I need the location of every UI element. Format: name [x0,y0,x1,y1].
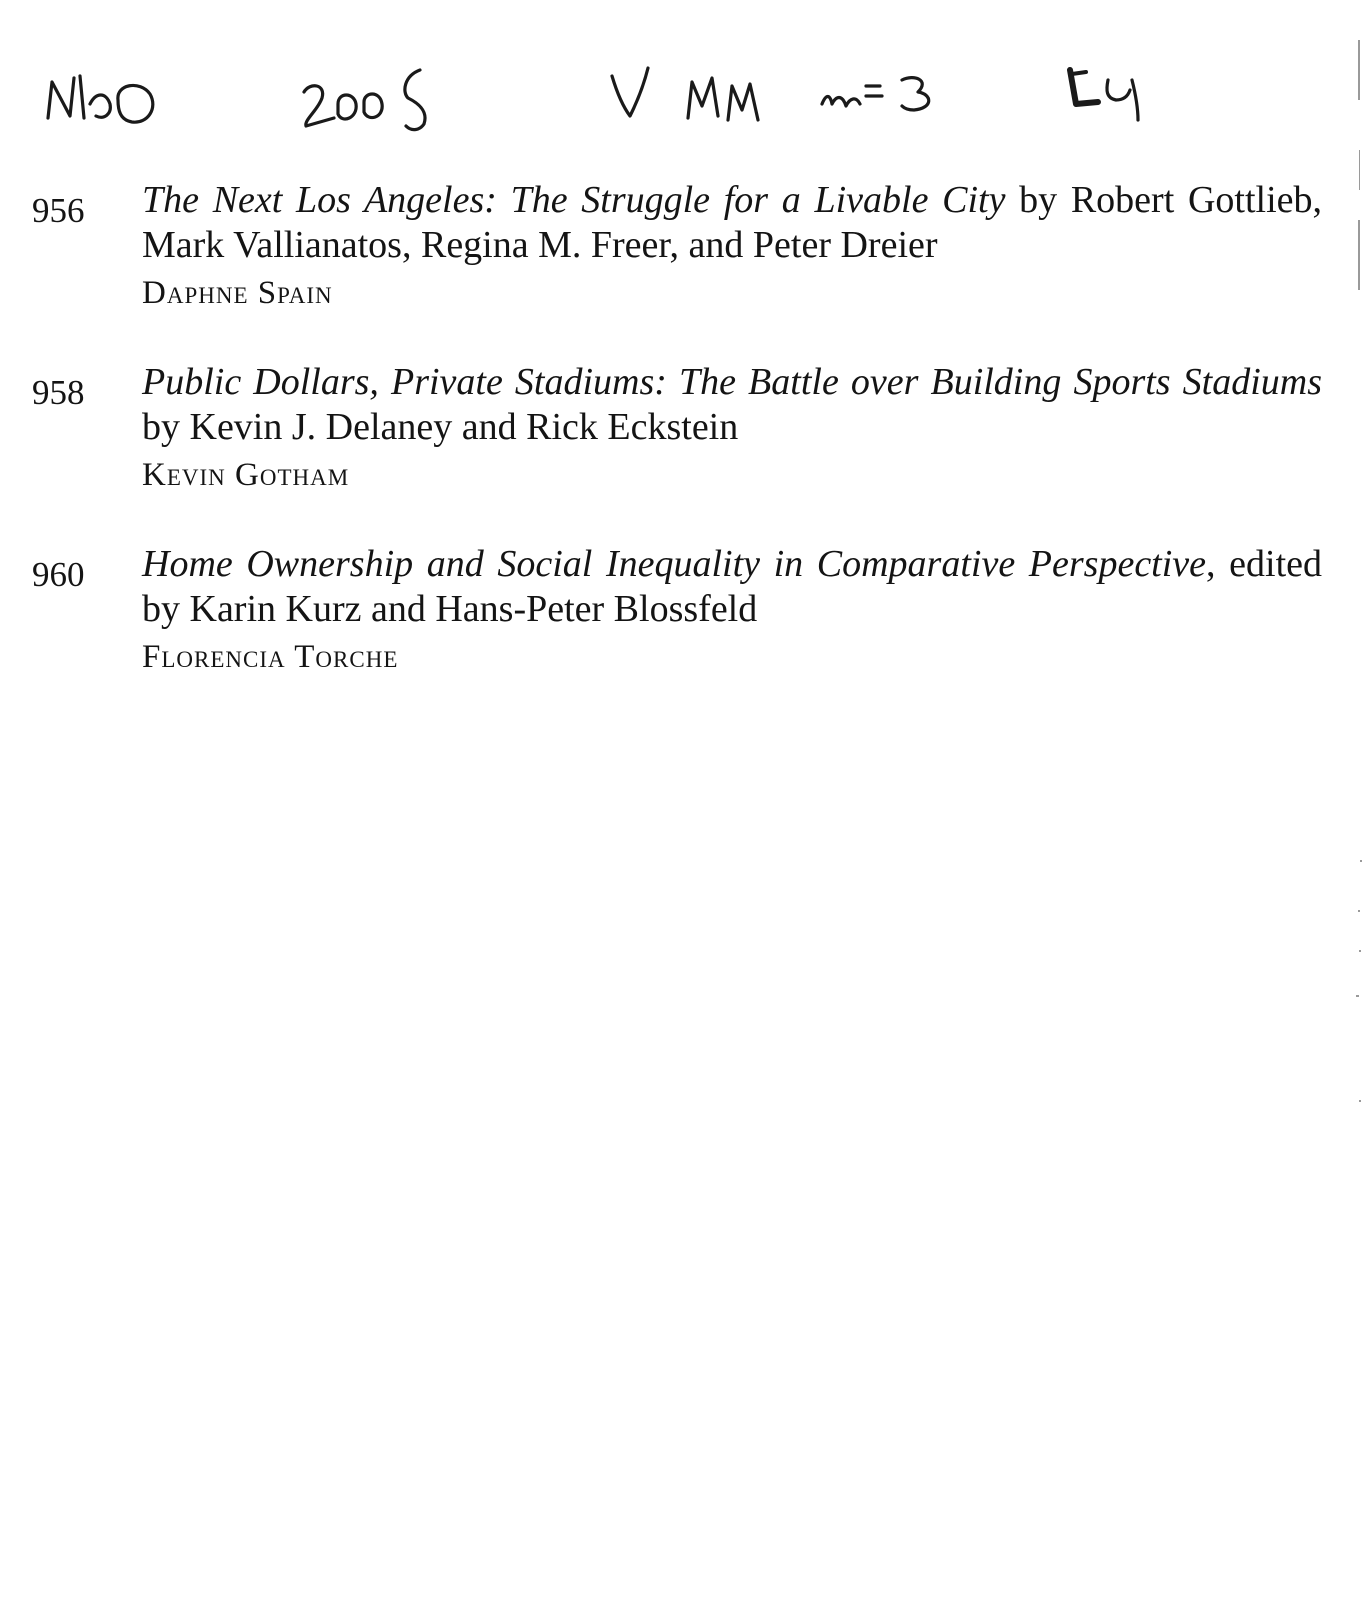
book-title: Home Ownership and Social Inequality in Comparative Perspective [142,543,1207,585]
entry-citation [142,542,1322,682]
handwriting-note-3 [612,68,758,120]
review-list [30,178,1320,724]
entry-citation [142,178,1322,318]
book-title: Public Dollars, Private Stadiums: The Battle over Building Sports Stadiums [142,361,1322,403]
handwriting-note-4 [822,78,929,110]
reviewer-name: Florencia Torche [142,639,399,675]
reviewer-name: Daphne Spain [142,275,333,311]
handwritten-annotations [0,0,1368,150]
handwriting-note-5 [1070,70,1138,120]
book-authors: by Kevin J. Delaney and Rick Eckstein [142,406,739,448]
review-entry [30,360,1320,542]
entry-page-number: 958 [32,373,85,412]
review-entry [30,178,1320,360]
scan-edge-artifacts [1328,0,1368,1604]
entry-page-number: 960 [32,555,85,594]
entry-citation [142,360,1322,500]
handwriting-drawing [0,0,1368,150]
reviewer-name: Kevin Gotham [142,457,350,493]
entry-page-number: 956 [32,191,85,230]
review-entry [30,542,1320,724]
handwriting-note-1 [48,76,153,122]
handwriting-note-2 [304,70,425,130]
book-title: The Next Los Angeles: The Struggle for a Livable City [142,179,1006,221]
book-authors: , edited by Karin Kurz and Hans-Peter Blossfeld [142,543,1322,630]
book-authors: by Robert Gottlieb, Mark Vallianatos, Regina M. Freer, and Peter Dreier [142,179,1322,266]
